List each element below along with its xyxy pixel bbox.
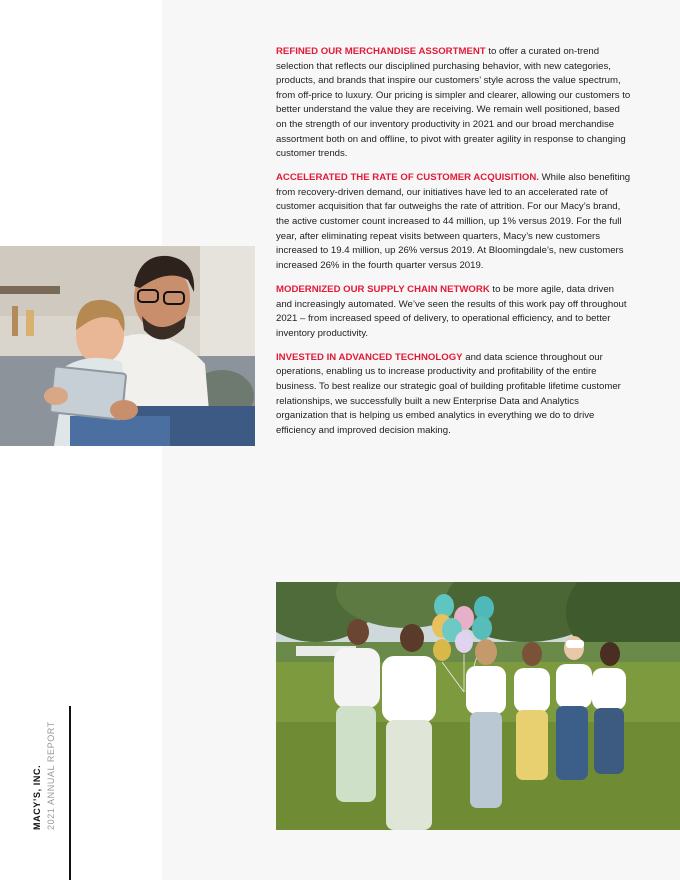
sidebar-rule <box>69 706 71 880</box>
body-merchandise: to offer a curated on-trend selection that reflects our disciplined purchasing behavior, with new categories, products, and brands that inspire our customers’ style across the value spectrum, from off-price to luxury. Our pricing is simpler and clearer, allowing our customers to better understand the value they are receiving. We remain well positioned, based on the strength of our inventory productivity in 2021 and our broad merchandise assortment both on and offline, to pivot with greater agility in response to changing customer trends. <box>276 46 631 160</box>
heading-supply-chain: MODERNIZED OUR SUPPLY CHAIN NETWORK <box>276 283 490 295</box>
paragraph-customer-acquisition <box>276 171 632 273</box>
body-supply-chain: to be more agile, data driven and increasingly automated. We’ve seen the results of this work pay off throughout 2021 – from increased speed of delivery, to operational efficiency, and to better inventory productivity. <box>276 283 627 339</box>
paragraph-technology <box>276 351 632 439</box>
company-name: MACY’S, INC. <box>32 764 42 830</box>
heading-technology: INVESTED IN ADVANCED TECHNOLOGY <box>276 351 463 363</box>
paragraph-merchandise <box>276 45 632 162</box>
heading-merchandise: REFINED OUR MERCHANDISE ASSORTMENT <box>276 46 486 57</box>
body-text-column <box>276 45 632 448</box>
heading-customer-acquisition: ACCELERATED THE RATE OF CUSTOMER ACQUISITION. <box>276 172 539 184</box>
photo-father-son-tablet <box>0 246 255 446</box>
sidebar-text <box>30 706 66 830</box>
body-technology: and data science throughout our operations, enabling us to increase productivity and profitability of the entire business. To best realize our strategic goal of building profitable lifetime customer relationships, we successfully built a new Enterprise Data and Analytics organization that is helping us embed analytics in everything we do to drive efficiency and improved decision making. <box>276 351 621 436</box>
body-customer-acquisition: While also benefiting from recovery-driven demand, our initiatives have led to an accelerated rate of customer acquisition that far outweighs the rate of attrition. For our Macy’s brand, the active customer count increased to 44 million, up 1% versus 2019. For the full year, after eliminating repeat visits between quarters, Macy’s new customers increased to 19.4 million, up 26% versus 2019. At Bloomingdale’s, new customers increased 26% in the fourth quarter versus 2019. <box>276 172 631 271</box>
report-title: 2021 ANNUAL REPORT <box>46 721 56 830</box>
photo-women-balloons <box>276 582 680 830</box>
paragraph-supply-chain <box>276 283 632 341</box>
report-sidebar <box>24 706 72 880</box>
